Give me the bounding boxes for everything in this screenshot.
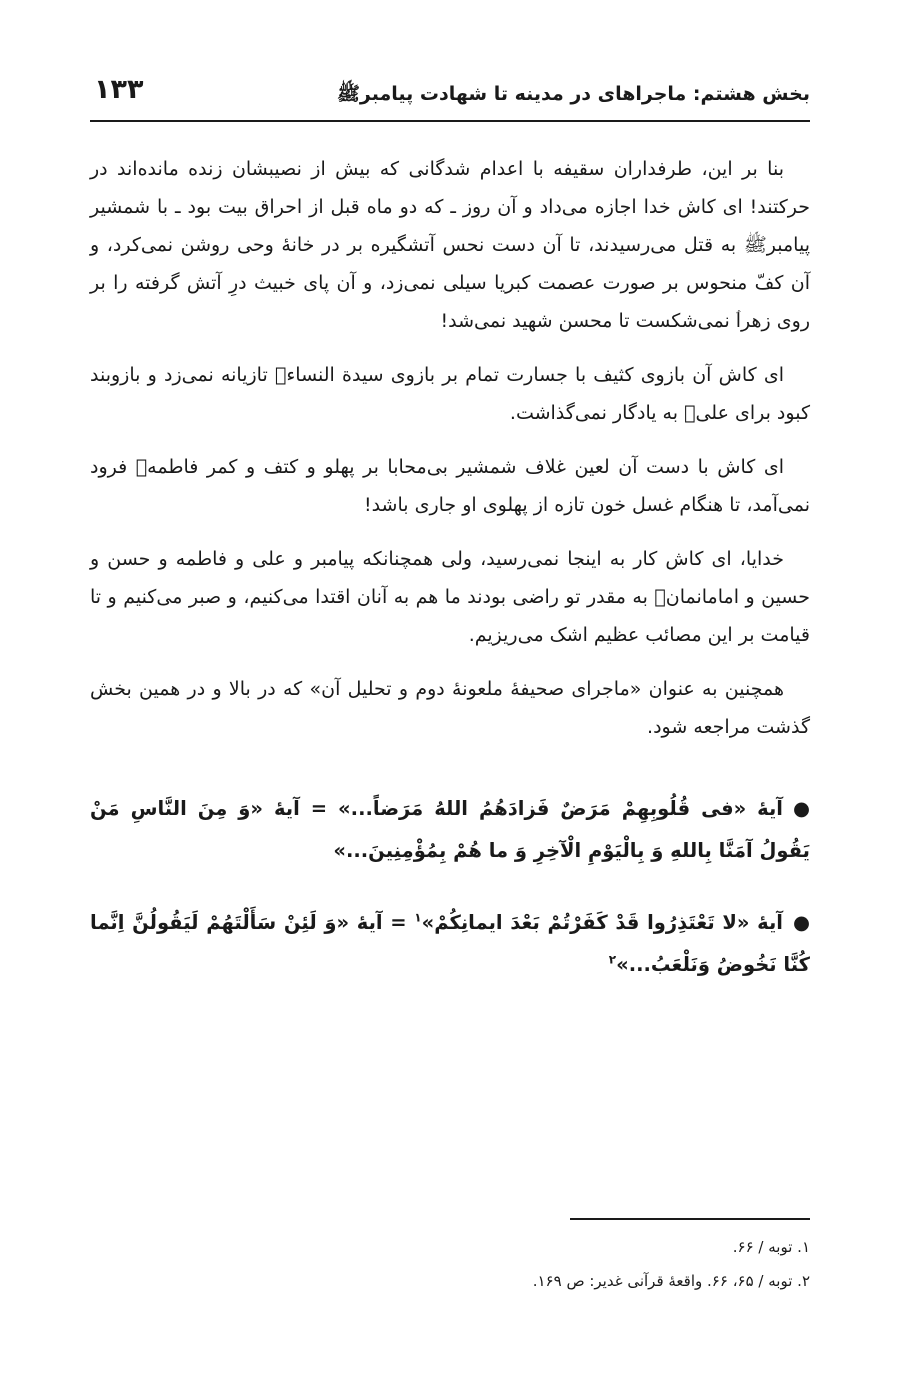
paragraph: خدایا، ای کاش کار به اینجا نمی‌رسید، ولی همچنانکه پیامبر و علی و فاطمه و حسن و حسین و امامانمانؑ به مقدر تو راضی بودند ما هم به آنان اقتدا می‌کنیم، و صبر می‌کنیم و تا قیامت بر این مصائب عظیم اشک می‌ریزیم. [90,548,810,646]
bullet-icon: ● [792,911,810,934]
verse-text: آیهٔ «لا تَعْتَذِرُوا قَدْ کَفَرْتُمْ بَعْدَ ایمانِکُمْ» [421,911,783,934]
book-page [90,60,810,1360]
verse-list [90,788,810,986]
chapter-title: بخش هشتم: ماجراهای در مدینه تا شهادت پیامبرﷺ [336,83,810,105]
body-text [90,150,810,1016]
verse-text-continued: = آیهٔ «وَ لَئِنْ سَأَلْتَهُمْ لَیَقُولُنَّ اِنَّما کُنَّا نَخُوضُ وَنَلْعَبُ...» [90,911,810,976]
footnote-reference[interactable]: ۱ [414,910,422,925]
bullet-icon: ● [792,797,810,820]
verse-item [90,902,810,986]
paragraph: بنا بر این، طرفداران سقیفه با اعدام شدگانی که بیش از نصیبشان زنده مانده‌اند در حرکتند! ای کاش خدا اجازه می‌داد و آن روز ـ که دو ماه قبل از احراق بیت بود ـ با شمشیر پیامبرﷺ به قتل می‌رسیدند، تا آن دست نحس آتشگیره بر در خانهٔ وحی روشن نمی‌کرد، و آن کفّ منحوس بر صورت عصمت کبریا سیلی نمی‌زد، و آن پای خبیث درِ آتش گرفته را بر روی زهرا‌ؑ نمی‌شکست تا محسن شهید نمی‌شد! [90,158,810,332]
page-number: ۱۳۳ [94,74,144,105]
footnotes [90,1230,810,1298]
running-header [90,68,810,122]
paragraph: همچنین به عنوان «ماجرای صحیفهٔ ملعونهٔ دوم و تحلیل آن» که در بالا و در همین بخش گذشت مراجعه شود. [90,678,810,738]
verse-item [90,788,810,872]
footnote: ۱. توبه / ۶۶. [732,1238,810,1256]
paragraph: ای کاش آن بازوی کثیف با جسارت تمام بر بازوی سیدة النساءؑ تازیانه نمی‌زد و بازوبند کبود برای علیؑ به یادگار نمی‌گذاشت. [90,364,810,424]
paragraph: ای کاش با دست آن لعین غلاف شمشیر بی‌محابا بر پهلو و کتف و کمر فاطمهؑ فرود نمی‌آمد، تا هنگام غسل خون تازه از پهلوی او جاری باشد! [90,456,810,516]
footnote: ۲. توبه / ۶۵، ۶۶. واقعهٔ قرآنی غدیر: ص ۱۶۹. [532,1272,810,1290]
footnote-divider [570,1218,810,1220]
verse-text: آیهٔ «فی قُلُوبِهِمْ مَرَضٌ فَزادَهُمُ اللهُ مَرَضاً...» = آیهٔ «وَ مِنَ النَّاسِ مَنْ یَقُولُ آمَنَّا بِاللهِ وَ بِالْیَوْمِ الْآخِرِ وَ ما هُمْ بِمُؤْمِنِینَ...» [90,797,810,862]
footnote-reference[interactable]: ۲ [608,952,617,967]
